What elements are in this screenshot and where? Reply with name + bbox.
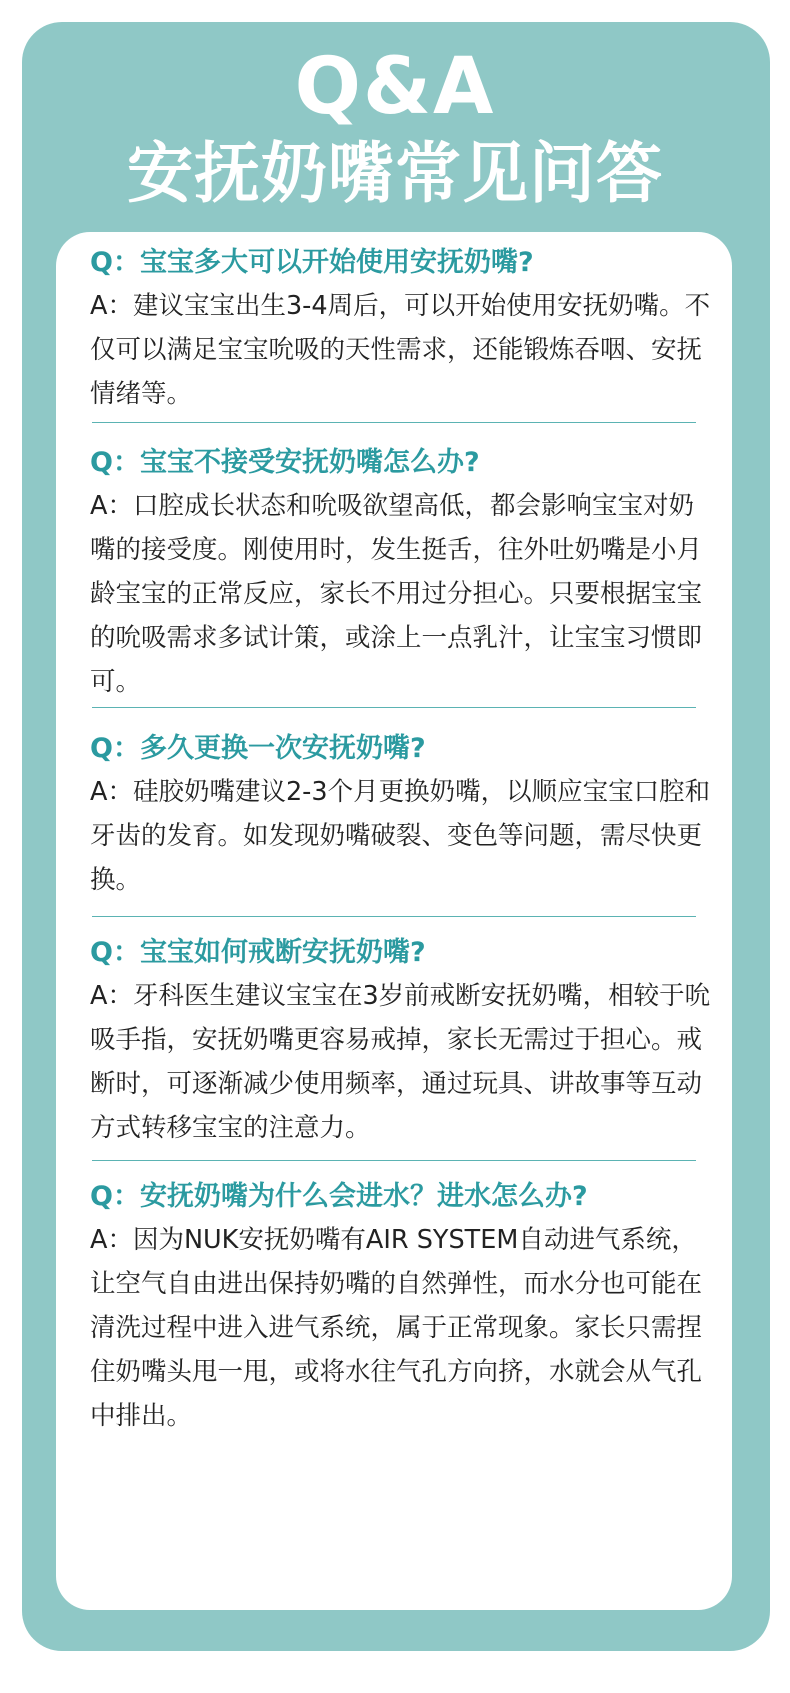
divider [92, 916, 696, 917]
qa-item [90, 932, 714, 1150]
question-text: Q：宝宝如何戒断安抚奶嘴? [90, 937, 426, 968]
divider [92, 1160, 696, 1161]
qa-item [90, 442, 714, 704]
divider [92, 422, 696, 423]
divider [92, 707, 696, 708]
question-text: Q：多久更换一次安抚奶嘴? [90, 733, 426, 764]
answer-text: A：因为NUK安抚奶嘴有AIR SYSTEM自动进气系统，让空气自由进出保持奶嘴的自然弹性，而水分也可能在清洗过程中进入进气系统，属于正常现象。家长只需捏住奶嘴头甩一甩，或将水往气孔方向挤，水就会从气孔中排出。 [90, 1225, 703, 1431]
question-text: Q：宝宝不接受安抚奶嘴怎么办? [90, 447, 480, 478]
question-text: Q：宝宝多大可以开始使用安抚奶嘴? [90, 247, 534, 278]
answer-text: A：硅胶奶嘴建议2-3个月更换奶嘴，以顺应宝宝口腔和牙齿的发育。如发现奶嘴破裂、变色等问题，需尽快更换。 [90, 777, 711, 895]
qa-card [56, 232, 732, 1610]
answer-text: A：建议宝宝出生3-4周后，可以开始使用安抚奶嘴。不仅可以满足宝宝吮吸的天性需求，还能锻炼吞咽、安抚情绪等。 [90, 291, 711, 409]
answer-text: A：牙科医生建议宝宝在3岁前戒断安抚奶嘴，相较于吮吸手指，安抚奶嘴更容易戒掉，家长无需过于担心。戒断时，可逐渐减少使用频率，通过玩具、讲故事等互动方式转移宝宝的注意力。 [90, 981, 711, 1143]
question-text: Q：安抚奶嘴为什么会进水？进水怎么办? [90, 1181, 588, 1212]
title-english: Q&A [294, 42, 496, 132]
answer-text: A：口腔成长状态和吮吸欲望高低，都会影响宝宝对奶嘴的接受度。刚使用时，发生挺舌，往外吐奶嘴是小月龄宝宝的正常反应，家长不用过分担心。只要根据宝宝的吮吸需求多试计策，或涂上一点乳汁，让宝宝习惯即可。 [90, 491, 703, 697]
qa-item [90, 728, 714, 902]
qa-item [90, 1176, 714, 1438]
title-chinese: 安抚奶嘴常见问答 [127, 135, 663, 212]
qa-item [90, 242, 714, 416]
